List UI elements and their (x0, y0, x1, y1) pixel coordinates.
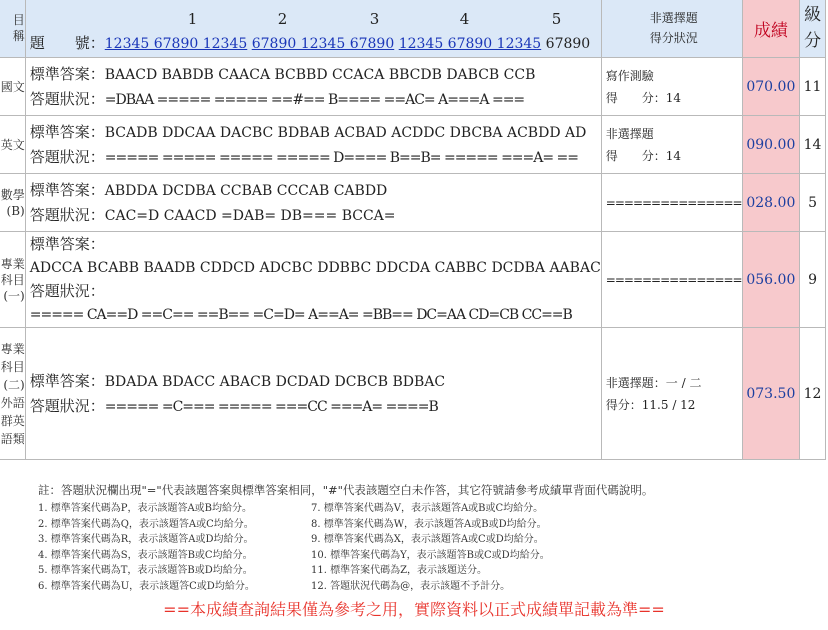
subject-name: 專業 科目 (一) (0, 232, 25, 328)
table-row (0, 174, 826, 232)
answer-cell: 標準答案：BDADA BDACC ABACB DCDAD DCBCB BDBAC 答題狀況：===== =C=== ===== ===CC ===A= ====B (25, 328, 601, 460)
table-row (0, 58, 826, 116)
non-choice-header: 非選擇題 得分狀況 (601, 0, 742, 58)
question-number-line: 題 號：12345 67890 12345 67890 12345 67890 12345 67890 12345 67890 (29, 33, 591, 52)
table-header-row (0, 0, 826, 58)
table-row (0, 328, 826, 460)
non-choice-note: 寫作測驗 得 分：14 (601, 58, 742, 116)
level-value: 11 (800, 58, 826, 116)
answer-cell: 標準答案：BCADB DDCAA DACBC BDBAB ACBAD ACDDC DBCBA ACBDD AD 答題狀況：===== ===== ===== ===== D==== B==B= ===== ===A= == (25, 116, 601, 174)
footer-right-column: 7. 標準答案代碼為V，表示該題答A或B或C均給分。 8. 標準答案代碼為W，表示該題答A或B或D均給分。 9. 標準答案代碼為X，表示該題答A或C或D均給分。 10. 標準答案代碼為Y，表示該題答B或C或D均給分。 11. 標準答案代碼為Z，表示該題送分。 12. 答題狀況代碼為@，表示該題不予計分。 (311, 503, 550, 592)
table-row (0, 232, 826, 328)
standard-answer: ABDDA DCDBA CCBAB CCCAB CABDD (104, 182, 388, 199)
disclaimer-text: ==本成績查詢結果僅為參考之用，實際資料以正式成績單記載為準== (163, 600, 665, 619)
answer-cell: 標準答案：BAACD BABDB CAACA BCBBD CCACA BBCDB DABCB CCB 答題狀況：=DBAA ===== ===== ==#== B==== ==AC= A===A === (25, 58, 601, 116)
footer-notes (38, 482, 653, 594)
non-choice-note: 非選擇題 得 分：14 (601, 116, 742, 174)
answer-status: CAC=D CAACD =DAB= DB=== BCCA= (104, 207, 396, 224)
standard-answer: BCADB DDCAA DACBC BDBAB ACBAD ACDDC DBCBA ACBDD AD (104, 124, 587, 141)
level-value: 14 (800, 116, 826, 174)
level-value: 12 (800, 328, 826, 460)
question-number-header (25, 0, 601, 58)
answer-cell: 標準答案： ADCCA BCABB BAADB CDDCD ADCBC DDBBC DDCDA CABBC DCDBA AABAC 答題狀況： ===== CA==D ==C== ==B== =C=D= A==A= =BB== DC=AA CD=CB CC==B (25, 232, 601, 328)
subject-header: 目 稱 (0, 0, 25, 58)
footer-main-note: 註：答題狀況欄出現"="代表該題答案與標準答案相同，"#"代表該題空白未作答，其它符號請參考成績單背面代碼說明。 (38, 483, 654, 497)
standard-answer: BAACD BABDB CAACA BCBBD CCACA BBCDB DABCB CCB (104, 66, 536, 83)
non-choice-note: 非選擇題：一 / 二 得分：11.5 / 12 (601, 328, 742, 460)
answer-status: =DBAA ===== ===== ==#== B==== ==AC= A===A === (104, 91, 525, 108)
score-header: 成績 (742, 0, 800, 58)
question-group-4: 67890 (545, 35, 591, 52)
level-value: 5 (800, 174, 826, 232)
non-choice-note: =============== (601, 174, 742, 232)
score-value: 073.50 (742, 328, 800, 460)
subject-name: 英文 (0, 116, 25, 174)
answer-cell: 標準答案：ABDDA DCDBA CCBAB CCCAB CABDD 答題狀況：CAC=D CAACD =DAB= DB=== BCCA= (25, 174, 601, 232)
non-choice-note: =============== (601, 232, 742, 328)
standard-answer: BDADA BDACC ABACB DCDAD DCBCB BDBAC (104, 373, 446, 390)
subject-name: 數學 (B) (0, 174, 25, 232)
subject-name: 國文 (0, 58, 25, 116)
level-value: 9 (800, 232, 826, 328)
score-value: 056.00 (742, 232, 800, 328)
standard-answer: ADCCA BCABB BAADB CDDCD ADCBC DDBBC DDCDA CABBC DCDBA AABAC (29, 259, 601, 276)
answer-status: ===== ===== ===== ===== D==== B==B= ===== ===A= == (104, 149, 579, 166)
score-value: 090.00 (742, 116, 800, 174)
score-value: 028.00 (742, 174, 800, 232)
question-group-3: 12345 67890 12345 (398, 35, 542, 52)
answer-status: ===== CA==D ==C== ==B== =C=D= A==A= =BB== DC=AA CD=CB CC==B (29, 306, 572, 323)
footer-left-column: 1. 標準答案代碼為P，表示該題答A或B均給分。 2. 標準答案代碼為Q，表示該題答A或C均給分。 3. 標準答案代碼為R，表示該題答A或D均給分。 4. 標準答案代碼為S，表示該題答B或C均給分。 5. 標準答案代碼為T，表示該題答B或D均給分。 6. 標準答案代碼為U，表示該題答C或D均給分。 (38, 503, 255, 592)
group-numbers: 1 2 3 4 5 (187, 9, 562, 28)
answer-status: ===== =C=== ===== ===CC ===A= ====B (104, 398, 438, 415)
table-row (0, 116, 826, 174)
question-group-2: 67890 12345 67890 (251, 35, 395, 52)
score-value: 070.00 (742, 58, 800, 116)
level-header: 級 分 (800, 0, 826, 58)
subject-name: 專業 科目 (二) 外語 群英 語類 (0, 328, 25, 460)
question-group-1: 12345 67890 12345 (104, 35, 248, 52)
